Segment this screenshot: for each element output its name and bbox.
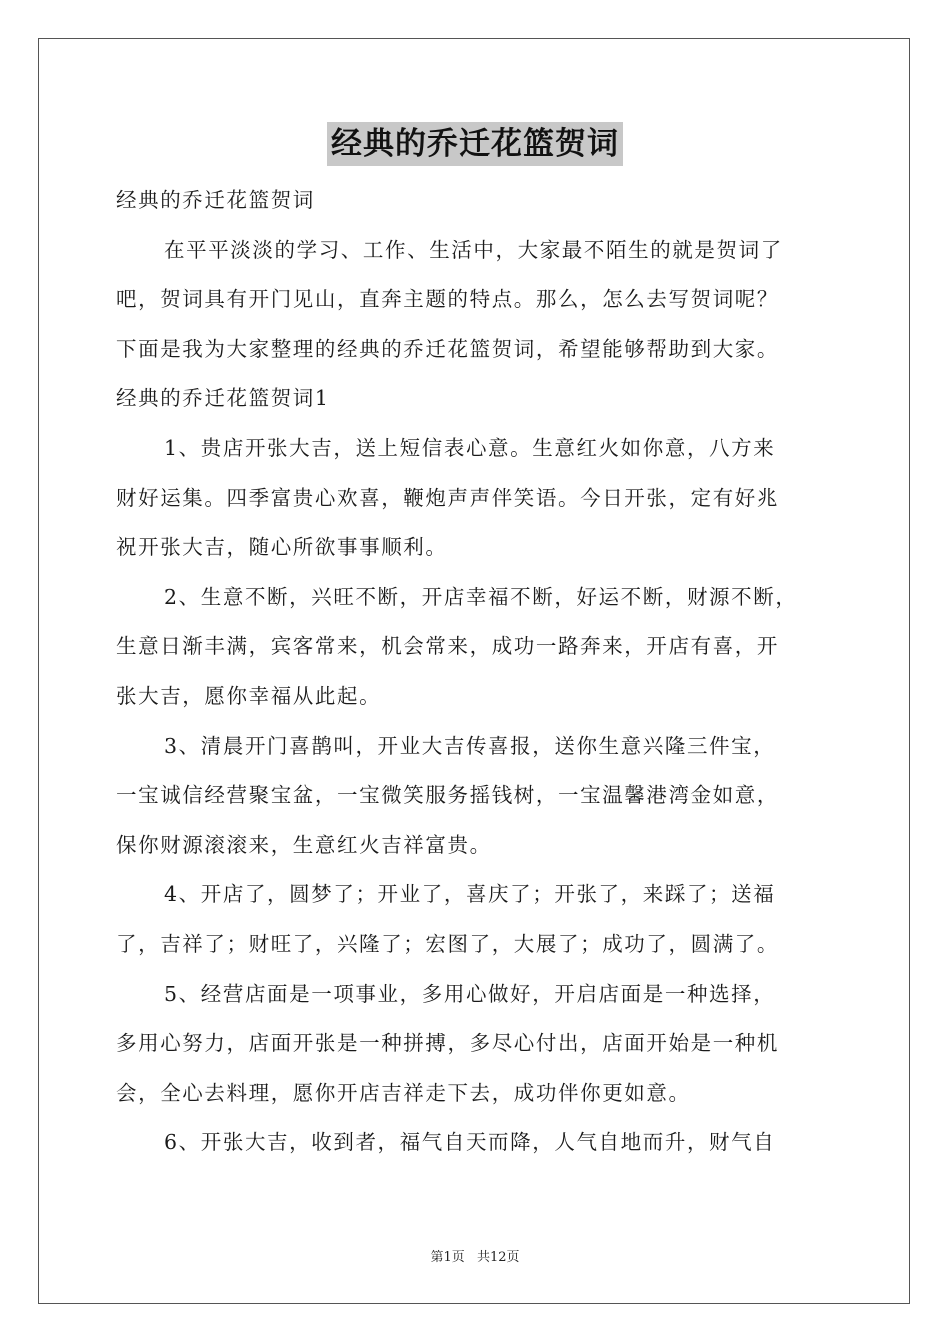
page-total: 共12页: [476, 1250, 520, 1265]
paragraph-line: 财好运集。四季富贵心欢喜，鞭炮声声伴笑语。今日开张，定有好兆: [116, 485, 779, 510]
paragraph-line: 张大吉，愿你幸福从此起。: [116, 683, 382, 708]
document-body: [116, 176, 836, 1168]
paragraph-line: 在平平淡淡的学习、工作、生活中，大家最不陌生的就是贺词了: [164, 237, 783, 262]
paragraph-line: 一宝诚信经营聚宝盆，一宝微笑服务摇钱树，一宝温馨港湾金如意，: [116, 783, 779, 808]
paragraph-line: 多用心努力，店面开张是一种拼搏，多尽心付出，店面开始是一种机: [116, 1031, 779, 1056]
subtitle-line: 经典的乔迁花篮贺词: [116, 188, 315, 212]
paragraph-line: 1、贵店开张大吉，送上短信表心意。生意红火如你意，八方来: [164, 435, 776, 460]
paragraph-line: 2、生意不断，兴旺不断，开店幸福不断，好运不断，财源不断，: [164, 584, 798, 609]
paragraph-line: 祝开张大吉，随心所欲事事顺利。: [116, 535, 448, 560]
document-title: 经典的乔迁花篮贺词: [327, 122, 623, 166]
paragraph-line: 了，吉祥了；财旺了，兴隆了；宏图了，大展了；成功了，圆满了。: [116, 931, 779, 956]
page-number: 第1页: [430, 1250, 465, 1265]
paragraph-line: 4、开店了，圆梦了；开业了，喜庆了；开张了，来踩了；送福: [164, 882, 776, 907]
paragraph-line: 下面是我为大家整理的经典的乔迁花篮贺词，希望能够帮助到大家。: [116, 336, 779, 361]
paragraph-line: 3、清晨开门喜鹊叫，开业大吉传喜报，送你生意兴隆三件宝，: [164, 733, 776, 758]
paragraph-line: 5、经营店面是一项事业，多用心做好，开启店面是一种选择，: [164, 981, 776, 1006]
title-container: [0, 122, 950, 166]
section-heading: 经典的乔迁花篮贺词1: [116, 386, 330, 411]
paragraph-line: 6、开张大吉，收到者，福气自天而降，人气自地而升，财气自: [164, 1130, 776, 1155]
paragraph-line: 会，全心去料理，愿你开店吉祥走下去，成功伴你更如意。: [116, 1080, 691, 1105]
page-footer: [0, 1246, 950, 1265]
paragraph-line: 吧，贺词具有开门见山，直奔主题的特点。那么，怎么去写贺词呢？: [116, 287, 779, 312]
paragraph-line: 保你财源滚滚来，生意红火吉祥富贵。: [116, 832, 492, 857]
paragraph-line: 生意日渐丰满，宾客常来，机会常来，成功一路奔来，开店有喜，开: [116, 634, 779, 659]
